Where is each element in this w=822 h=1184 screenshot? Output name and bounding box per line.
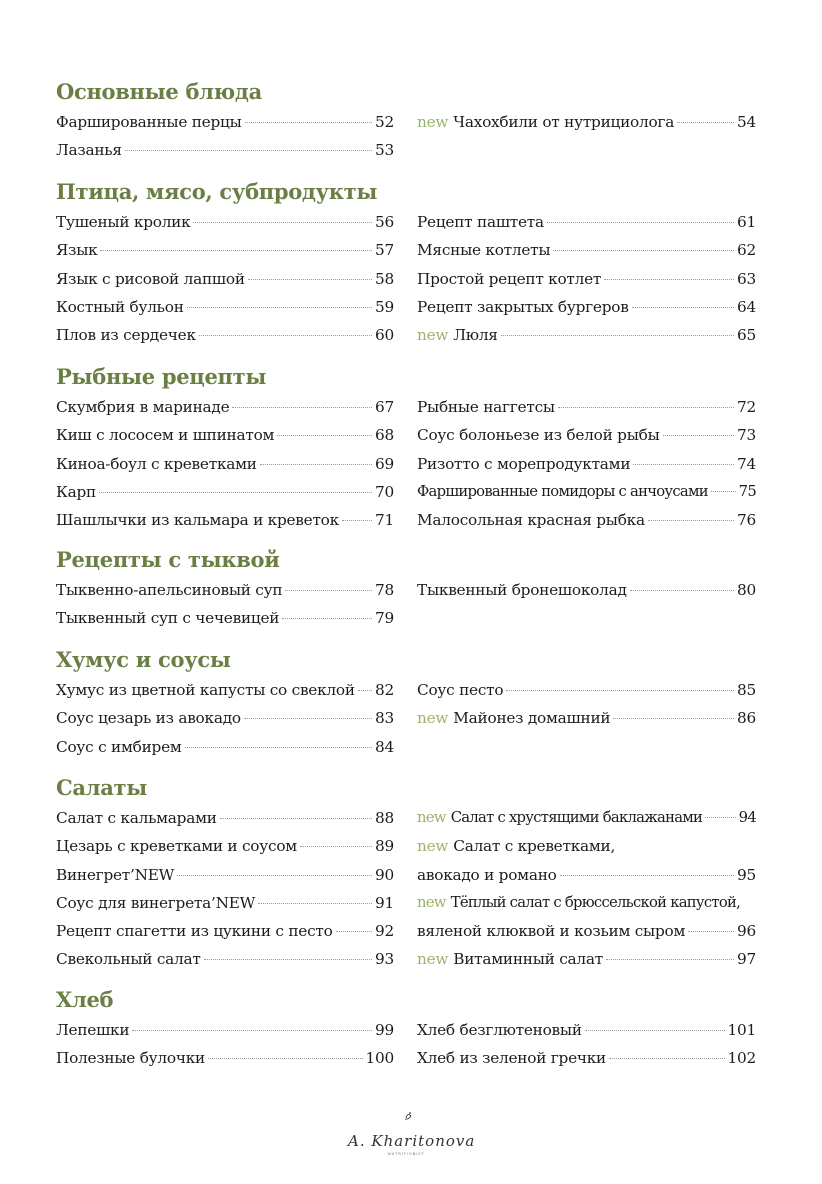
toc-entry-page: 54 (737, 113, 756, 131)
new-badge: new (417, 809, 446, 826)
toc-entry-page: 52 (375, 113, 394, 131)
left-column (56, 108, 394, 165)
dot-leader (260, 463, 372, 465)
toc-entry[interactable] (56, 733, 394, 761)
toc-entry-title: Язык (56, 241, 98, 260)
toc-entry-page: 56 (375, 213, 394, 231)
dot-leader (193, 221, 372, 223)
toc-entry-title: Тушеный кролик (56, 213, 191, 231)
toc-entry-page: 96 (737, 922, 756, 941)
dot-leader (604, 278, 734, 280)
right-column (417, 1016, 756, 1073)
toc-entry[interactable] (417, 108, 756, 136)
dot-leader (244, 717, 372, 719)
dot-leader (553, 249, 734, 251)
toc-entry-title: Винегрет’NEW (56, 865, 175, 884)
new-badge: new (417, 893, 446, 911)
toc-entry-title: Хлеб из зеленой гречки (417, 1049, 606, 1068)
left-column (56, 576, 394, 633)
author-logo (336, 1108, 486, 1158)
toc-entry[interactable] (417, 704, 756, 732)
toc-entry-page: 89 (375, 837, 394, 856)
toc-entry[interactable] (417, 506, 756, 534)
toc-entry-page: 92 (375, 922, 394, 941)
toc-entry[interactable] (56, 704, 394, 732)
toc-entry-page: 90 (375, 865, 394, 884)
toc-entry-page: 71 (375, 511, 394, 530)
toc-entry[interactable] (417, 861, 756, 889)
toc-entry-title: Салат с хрустящими баклажанами (450, 809, 703, 826)
dot-leader (220, 817, 372, 819)
toc-entry[interactable] (56, 1016, 394, 1044)
toc-entry-title: Тёплый салат с брюссельской капустой, (450, 893, 741, 911)
toc-entry[interactable] (417, 293, 756, 321)
toc-entry-title: Рецепт спагетти из цукини с песто (56, 922, 333, 941)
new-badge: new (417, 326, 449, 345)
toc-entry-page: 59 (375, 297, 394, 316)
toc-entry[interactable] (56, 136, 394, 164)
toc-section (56, 178, 756, 345)
toc-entry-title: Малосольная красная рыбка (417, 511, 645, 530)
dot-leader (199, 334, 372, 336)
toc-entry-title: Рыбные наггетсы (417, 398, 555, 416)
toc-entry-page: 88 (375, 809, 394, 827)
toc-entry-title: Язык с рисовой лапшой (56, 269, 245, 288)
toc-entry[interactable] (417, 236, 756, 264)
toc-entry-title: Люля (453, 326, 498, 345)
toc-section (56, 646, 756, 756)
toc-entry-title: Рецепт паштета (417, 213, 544, 231)
toc-entry-page: 82 (375, 681, 394, 699)
toc-entry-page: 91 (375, 893, 394, 912)
toc-entry[interactable] (417, 917, 756, 945)
toc-entry-page: 99 (375, 1021, 394, 1039)
toc-entry[interactable] (417, 321, 756, 349)
toc-entry[interactable] (417, 945, 756, 973)
toc-section (56, 363, 756, 530)
toc-entry-title: Ризотто с морепродуктами (417, 454, 631, 473)
toc-entry[interactable] (56, 832, 394, 860)
dot-leader (245, 121, 372, 123)
dot-leader (248, 278, 372, 280)
toc-entry-title: Мясные котлеты (417, 241, 551, 260)
right-column (417, 576, 756, 604)
toc-entry-title: Хлеб безглютеновый (417, 1021, 582, 1039)
dot-leader (132, 1029, 372, 1031)
dot-leader (663, 434, 735, 436)
dot-leader (560, 874, 734, 876)
toc-entry-title: Рецепт закрытых бургеров (417, 297, 629, 316)
section-heading: Птица, мясо, субпродукты (56, 179, 378, 204)
dot-leader (630, 589, 734, 591)
dot-leader (648, 519, 734, 521)
left-column (56, 804, 394, 974)
dot-leader (125, 149, 372, 151)
toc-entry-title: Простой рецепт котлет (417, 269, 602, 288)
toc-entry-title: Фаршированные помидоры с анчоусами (417, 482, 708, 500)
toc-entry[interactable] (56, 321, 394, 349)
toc-entry-title: Фаршированные перцы (56, 113, 242, 131)
toc-entry-title: Соус песто (417, 681, 504, 699)
toc-entry-title: Хумус из цветной капусты со свеклой (56, 681, 355, 699)
new-badge: new (417, 837, 449, 856)
toc-entry-page: 73 (737, 426, 756, 445)
section-heading: Салаты (56, 775, 147, 800)
toc-entry[interactable] (417, 889, 756, 917)
toc-entry-title: Соус цезарь из авокадо (56, 709, 241, 728)
toc-entry-title: Шашлычки из кальмара и креветок (56, 511, 339, 530)
dot-leader (688, 930, 734, 932)
toc-entry[interactable] (56, 450, 394, 478)
toc-entry-title: Соус для винегрета’NEW (56, 893, 256, 912)
toc-entry-title: Соус с имбирем (56, 737, 182, 756)
dot-leader (547, 221, 734, 223)
toc-entry[interactable] (417, 1016, 756, 1044)
toc-entry-title: авокадо и романо (417, 865, 557, 884)
toc-entry-page: 74 (737, 454, 756, 473)
logo-signature: A. Kharitonova (348, 1132, 476, 1150)
toc-entry[interactable] (56, 421, 394, 449)
toc-entry-title: Лепешки (56, 1021, 130, 1039)
toc-entry-title: Скумбрия в маринаде (56, 398, 230, 416)
toc-entry[interactable] (56, 576, 394, 604)
toc-entry-page: 62 (737, 241, 756, 260)
toc-entry-page: 97 (737, 950, 756, 969)
dot-leader (358, 689, 372, 691)
dot-leader (633, 463, 734, 465)
toc-entry-page: 58 (375, 269, 394, 288)
toc-entry-title: Витаминный салат (453, 950, 603, 969)
dot-leader (187, 306, 372, 308)
toc-entry[interactable] (56, 208, 394, 236)
dot-leader (99, 491, 372, 493)
toc-entry-page: 101 (727, 1021, 756, 1039)
dot-leader (282, 617, 372, 619)
toc-entry-title: Свекольный салат (56, 950, 201, 969)
toc-entry[interactable] (417, 804, 756, 832)
toc-entry[interactable] (417, 393, 756, 421)
toc-entry-page: 93 (375, 950, 394, 969)
toc-entry[interactable] (417, 265, 756, 293)
toc-entry-title: Тыквенный бронешоколад (417, 581, 627, 599)
toc-entry-page: 86 (737, 709, 756, 728)
dot-leader (258, 902, 372, 904)
dot-leader (300, 845, 372, 847)
toc-entry-page: 94 (738, 809, 756, 826)
toc-entry-page: 69 (375, 454, 394, 473)
toc-entry-page: 63 (737, 269, 756, 288)
toc-entry-page: 78 (375, 581, 394, 599)
toc-entry-title: Тыквенный суп с чечевицей (56, 609, 280, 628)
toc-entry-title: Киш с лососем и шпинатом (56, 426, 275, 445)
toc-entry[interactable] (417, 1044, 756, 1072)
new-badge: new (417, 950, 449, 969)
toc-entry[interactable] (56, 676, 394, 704)
right-column (417, 208, 756, 349)
left-column (56, 676, 394, 761)
toc-entry[interactable] (56, 917, 394, 945)
toc-entry-page: 53 (375, 141, 394, 160)
toc-entry[interactable] (417, 450, 756, 478)
toc-entry[interactable] (56, 393, 394, 421)
toc-entry-page: 79 (375, 609, 394, 628)
new-badge: new (417, 709, 449, 728)
dot-leader (705, 816, 735, 818)
toc-entry-page: 70 (375, 482, 394, 501)
toc-entry[interactable] (56, 945, 394, 973)
dot-leader (506, 689, 734, 691)
left-column (56, 393, 394, 534)
section-heading: Рецепты с тыквой (56, 547, 280, 572)
dot-leader (177, 874, 372, 876)
toc-entry-page: 68 (375, 426, 394, 445)
toc-entry-page: 65 (737, 326, 756, 345)
dot-leader (609, 1057, 725, 1059)
toc-entry-title: Соус болоньезе из белой рыбы (417, 426, 660, 445)
section-heading: Хумус и соусы (56, 647, 231, 672)
toc-entry-page: 61 (737, 213, 756, 231)
toc-entry-title: Лазанья (56, 141, 122, 160)
toc-entry-title: Салат с кальмарами (56, 809, 217, 827)
dot-leader (336, 930, 372, 932)
toc-entry-title: Киноа-боул с креветками (56, 454, 257, 473)
toc-entry-title: Карп (56, 482, 96, 501)
toc-entry-page: 85 (737, 681, 756, 699)
right-column (417, 676, 756, 733)
toc-entry-title: Цезарь с креветками и соусом (56, 837, 297, 856)
toc-entry-page: 102 (727, 1049, 756, 1068)
toc-entry-page: 95 (737, 865, 756, 884)
toc-entry-title: Плов из сердечек (56, 326, 196, 345)
dot-leader (606, 958, 734, 960)
toc-entry[interactable] (417, 208, 756, 236)
toc-entry-page: 72 (737, 398, 756, 416)
dot-leader (711, 490, 736, 492)
toc-entry-page: 83 (375, 709, 394, 728)
dot-leader (204, 958, 372, 960)
toc-entry-page: 100 (365, 1049, 394, 1068)
section-heading: Хлеб (56, 987, 114, 1012)
toc-entry-title: Полезные булочки (56, 1049, 205, 1068)
dot-leader (185, 746, 373, 748)
toc-section (56, 774, 756, 969)
toc-entry[interactable] (417, 576, 756, 604)
toc-entry-title: Костный бульон (56, 297, 184, 316)
dot-leader (285, 589, 372, 591)
dot-leader (277, 434, 372, 436)
toc-entry-title: Майонез домашний (453, 709, 611, 728)
toc-entry-page: 60 (375, 326, 394, 345)
toc-entry[interactable] (56, 1044, 394, 1072)
toc-entry[interactable] (417, 676, 756, 704)
toc-entry[interactable] (417, 478, 756, 506)
right-column (417, 108, 756, 136)
toc-entry-title: Салат с креветками, (453, 837, 616, 856)
dot-leader (677, 121, 734, 123)
toc-entry-page: 80 (737, 581, 756, 599)
toc-entry-page: 84 (375, 737, 394, 756)
section-heading: Рыбные рецепты (56, 364, 267, 389)
toc-entry[interactable] (417, 832, 756, 860)
toc-entry-page: 76 (737, 511, 756, 530)
toc-entry[interactable] (56, 889, 394, 917)
dot-leader (632, 306, 734, 308)
toc-entry-title: Тыквенно-апельсиновый суп (56, 581, 283, 599)
left-column (56, 1016, 394, 1073)
dot-leader (232, 406, 372, 408)
new-badge: new (417, 113, 449, 131)
left-column (56, 208, 394, 349)
right-column (417, 804, 756, 974)
right-column (417, 393, 756, 534)
toc-entry-page: 75 (738, 482, 756, 500)
dot-leader (585, 1029, 725, 1031)
toc-entry[interactable] (56, 506, 394, 534)
dot-leader (558, 406, 734, 408)
toc-entry[interactable] (56, 604, 394, 632)
toc-entry-page: 57 (375, 241, 394, 260)
toc-entry[interactable] (56, 293, 394, 321)
dot-leader (613, 717, 734, 719)
toc-entry[interactable] (56, 108, 394, 136)
toc-entry[interactable] (417, 421, 756, 449)
toc-section (56, 986, 756, 1068)
toc-entry-title: вяленой клюквой и козьим сыром (417, 922, 686, 941)
toc-section (56, 78, 756, 160)
toc-entry-page: 64 (737, 297, 756, 316)
toc-section (56, 546, 756, 628)
dot-leader (100, 249, 372, 251)
toc-entry-page: 67 (375, 398, 394, 416)
dot-leader (342, 519, 372, 521)
toc-entry[interactable] (56, 236, 394, 264)
toc-entry[interactable] (56, 265, 394, 293)
toc-entry[interactable] (56, 478, 394, 506)
dot-leader (501, 334, 734, 336)
section-heading: Основные блюда (56, 79, 262, 104)
toc-entry-title: Чахохбили от нутрициолога (453, 113, 675, 131)
toc-entry[interactable] (56, 804, 394, 832)
logo-subtitle: NUTRITIONIST (388, 1152, 425, 1156)
dot-leader (208, 1057, 363, 1059)
toc-entry[interactable] (56, 861, 394, 889)
